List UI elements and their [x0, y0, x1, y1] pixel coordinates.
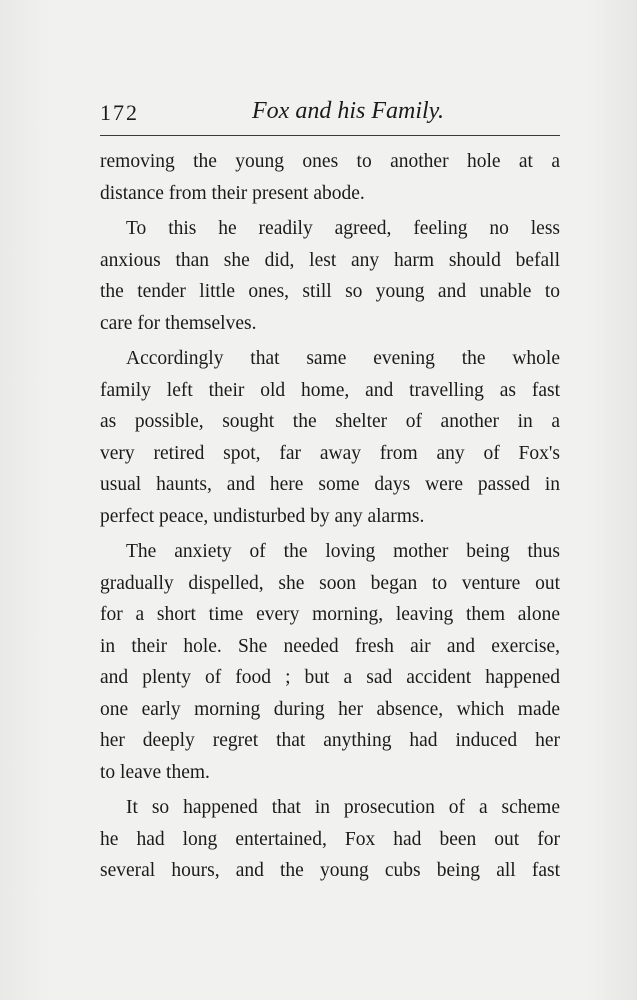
text-line: removing the young ones to another hole at a — [100, 151, 560, 172]
text-line: one early morning during her absence, which made — [100, 698, 560, 720]
paragraph — [100, 536, 560, 788]
running-title: Fox and his Family. — [252, 98, 444, 124]
text-line: her deeply regret that anything had induced her — [100, 730, 560, 751]
text-line: family left their old home, and travelling as fast — [100, 379, 560, 401]
text-line: anxious than she did, lest any harm should befall — [100, 249, 560, 271]
text-line: perfect peace, undisturbed by any alarms. — [100, 505, 425, 527]
text-line: several hours, and the young cubs being all fast — [100, 860, 560, 881]
text-line: gradually dispelled, she soon began to venture out — [100, 572, 560, 594]
body-text — [100, 146, 560, 887]
paragraph — [100, 146, 560, 209]
text-line: Accordingly that same evening the whole — [126, 348, 560, 369]
text-line: It so happened that in prosecution of a scheme — [126, 797, 560, 818]
text-line: and plenty of food ; but a sad accident happened — [100, 667, 560, 688]
text-line: The anxiety of the loving mother being thus — [126, 541, 560, 562]
paragraph — [100, 213, 560, 339]
text-line: in their hole. She needed fresh air and exercise, — [100, 635, 560, 657]
paragraph — [100, 792, 560, 887]
text-line: as possible, sought the shelter of another in a — [100, 411, 560, 432]
text-line: distance from their present abode. — [100, 182, 365, 204]
text-line: usual haunts, and here some days were passed in — [100, 474, 560, 495]
page-number: 172 — [100, 100, 139, 125]
page-header — [100, 98, 560, 134]
text-line: he had long entertained, Fox had been out for — [100, 828, 560, 850]
text-line: care for themselves. — [100, 312, 257, 334]
text-line: for a short time every morning, leaving them alone — [100, 604, 560, 625]
text-line: very retired spot, far away from any of Fox's — [100, 442, 560, 464]
text-line: to leave them. — [100, 761, 210, 783]
paragraph — [100, 343, 560, 532]
header-rule — [100, 135, 560, 136]
text-line: the tender little ones, still so young and unable to — [100, 281, 560, 302]
text-line: To this he readily agreed, feeling no less — [126, 218, 560, 239]
